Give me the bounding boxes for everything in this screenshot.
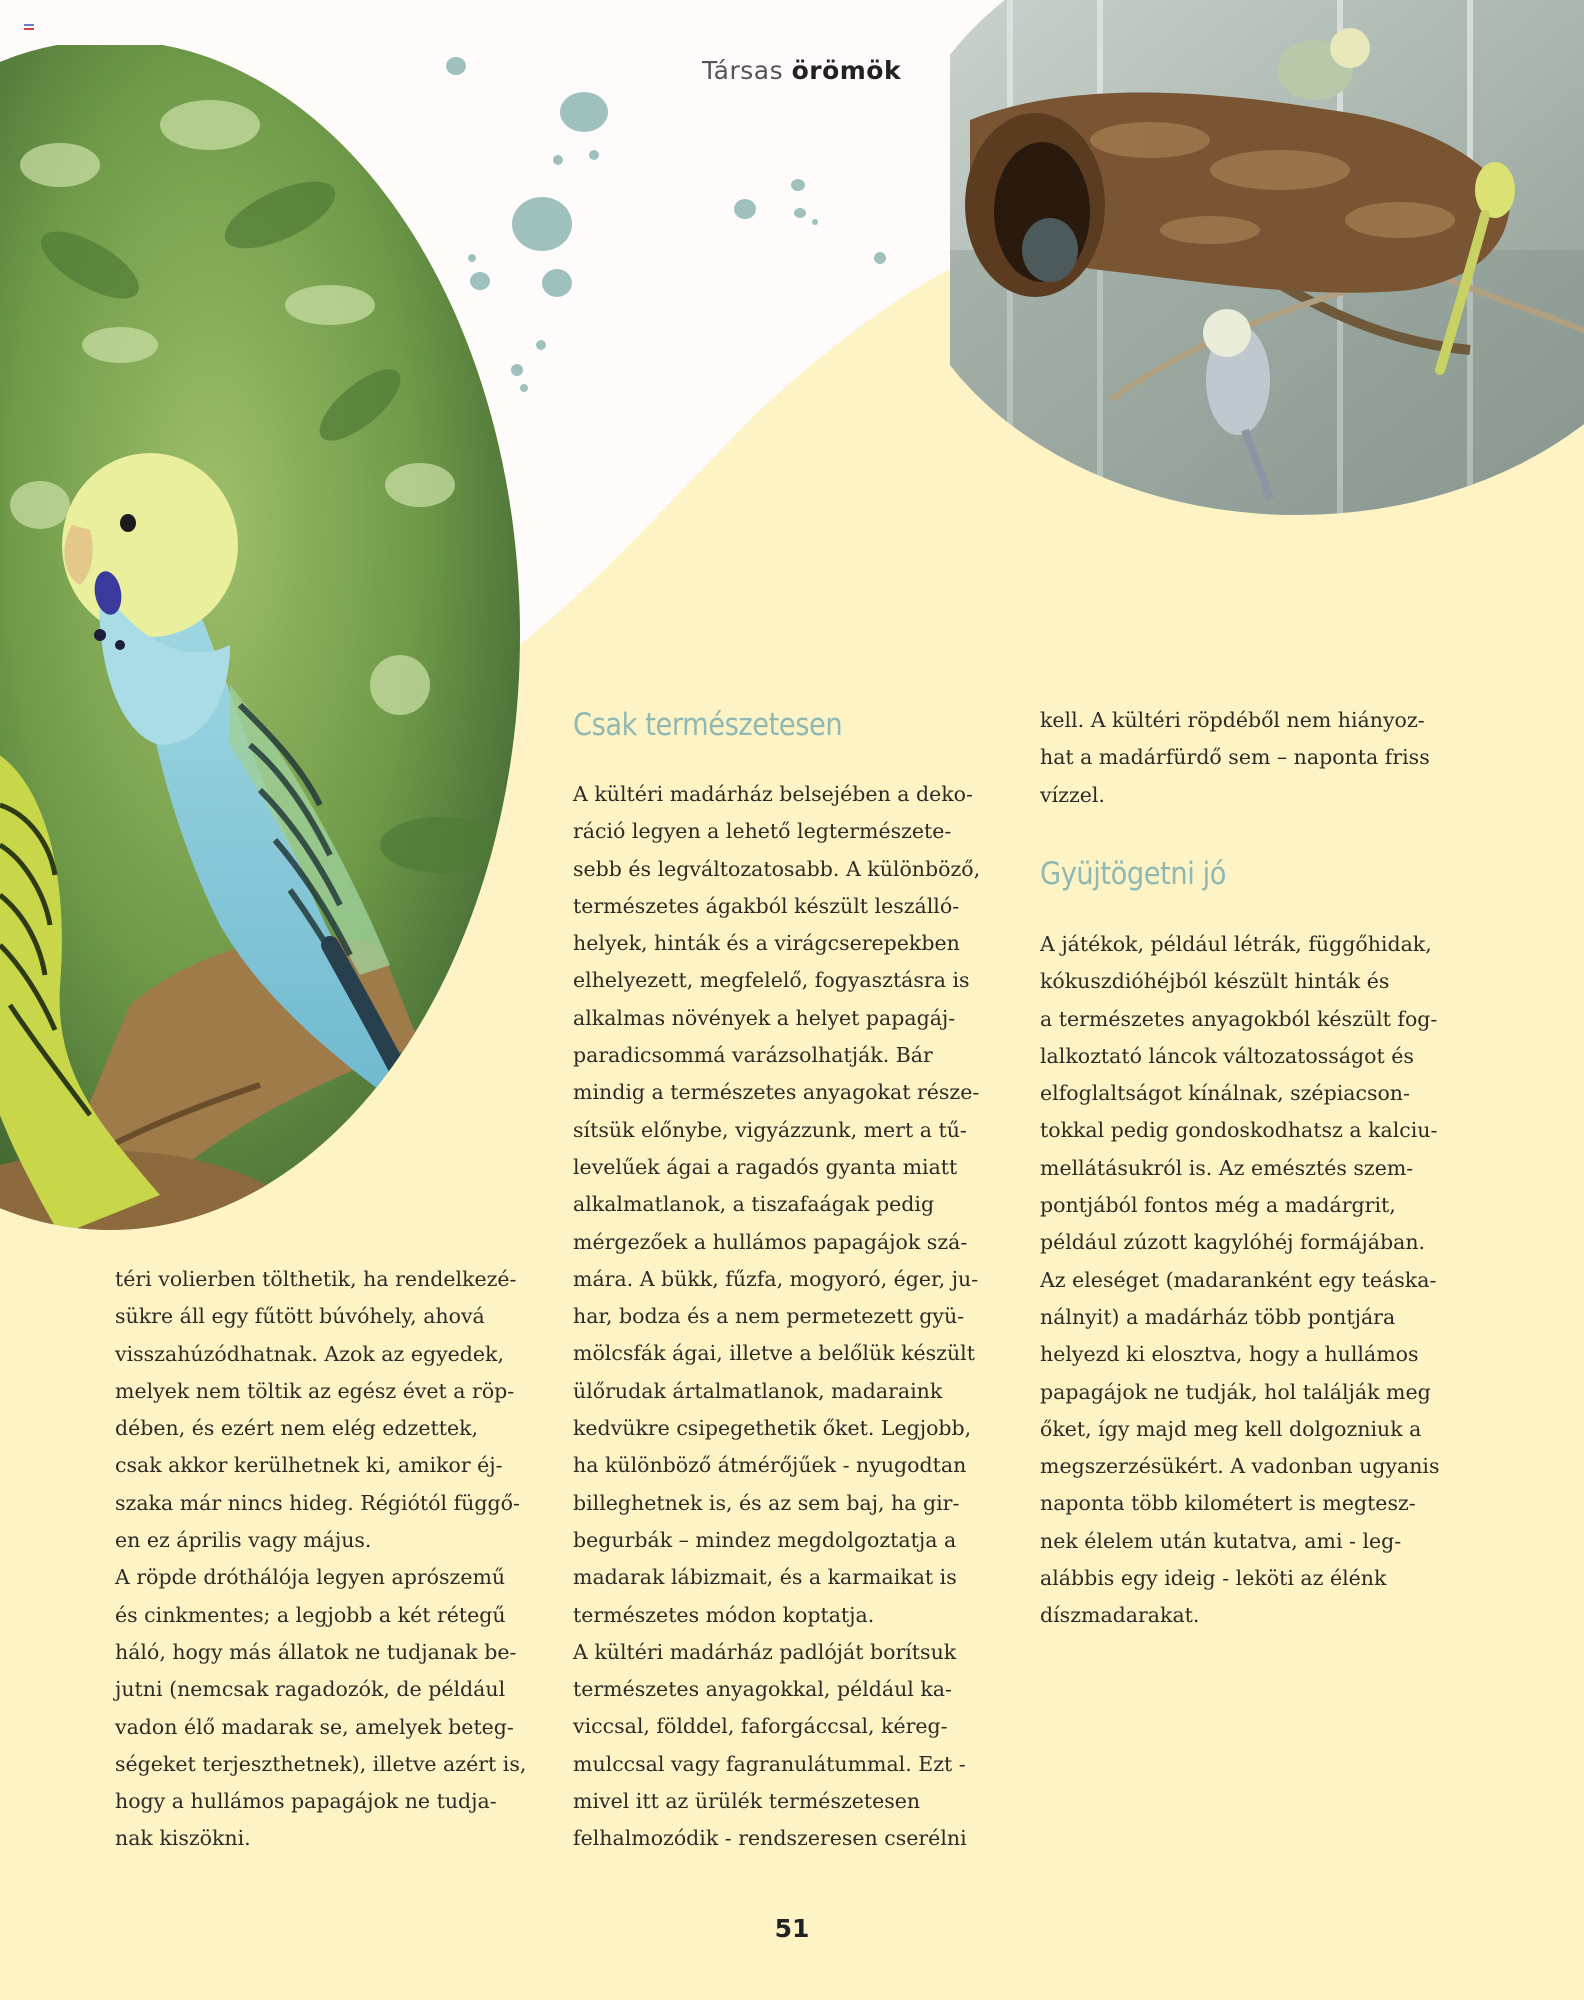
text-line: ülőrudak ártalmatlanok, madaraink — [573, 1378, 943, 1403]
text-line: naponta több kilométert is megtesz- — [1040, 1491, 1416, 1516]
text-line: helyezd ki elosztva, hogy a hullámos — [1040, 1342, 1419, 1367]
budgerigars-on-log-photo — [950, 0, 1584, 520]
text-line: szaka már nincs hideg. Régiótól függő- — [115, 1490, 520, 1515]
text-line: mölcsfák ágai, illetve a belőlük készült — [573, 1341, 975, 1366]
text-line: természetes ágakból készült leszálló- — [573, 893, 960, 918]
text-line: pontjából fontos még a madárgrit, — [1040, 1193, 1396, 1218]
text-line: har, bodza és a nem permetezett gyü- — [573, 1304, 965, 1329]
text-line: mivel itt az ürülék természetesen — [573, 1789, 921, 1814]
text-line: A röpde dróthálója legyen aprószemű — [115, 1565, 506, 1590]
budgerigar-photo — [0, 45, 530, 1245]
text-line: vízzel. — [1040, 782, 1105, 807]
text-line: en ez április vagy május. — [115, 1528, 372, 1553]
text-line: mellátásukról is. Az emésztés szem- — [1040, 1155, 1414, 1180]
header-bold-text: örömök — [791, 56, 902, 85]
text-line: helyek, hinták és a virágcserepekben — [573, 931, 960, 956]
header-light-text: Társas — [702, 56, 784, 85]
text-line: tokkal pedig gondoskodhatsz a kalciu- — [1040, 1118, 1438, 1143]
text-line: mára. A bükk, fűzfa, mogyoró, éger, ju- — [573, 1266, 979, 1291]
text-line: mérgezőek a hullámos papagájok szá- — [573, 1229, 968, 1254]
text-line: madarak lábizmait, és a karmaikat is — [573, 1565, 957, 1590]
text-line: papagájok ne tudják, hol találják meg — [1040, 1379, 1431, 1404]
page-marker-icon — [24, 24, 34, 34]
text-line: alábbis egy ideig - leköti az élénk — [1040, 1566, 1387, 1591]
text-column-left — [115, 1261, 526, 1858]
text-line: hat a madárfürdő sem – naponta friss — [1040, 745, 1430, 770]
text-line: Az eleséget (madaranként egy teáska- — [1040, 1267, 1437, 1292]
text-line: sükre áll egy fűtött búvóhely, ahová — [115, 1304, 485, 1329]
text-line: kell. A kültéri röpdéből nem hiányoz- — [1040, 708, 1425, 732]
text-line: a természetes anyagokból készült fog- — [1040, 1006, 1438, 1031]
text-line: természetes anyagokkal, például ka- — [573, 1677, 952, 1702]
text-line: ha különböző átmérőjűek - nyugodtan — [573, 1453, 967, 1478]
text-line: sítsük előnybe, vigyázzunk, mert a tű- — [573, 1117, 967, 1142]
text-line: elfoglaltságot kínálnak, szépiacson- — [1040, 1081, 1410, 1106]
text-line: jutni (nemcsak ragadozók, de például — [115, 1677, 506, 1702]
text-line: elhelyezett, megfelelő, fogyasztásra is — [573, 968, 970, 993]
text-column-right — [1040, 926, 1440, 1635]
text-line: ségeket terjeszthetnek), illetve azért is, — [115, 1751, 527, 1776]
text-line: megszerzésükért. A vadonban ugyanis — [1040, 1454, 1440, 1479]
text-line: nálnyit) a madárház több pontjára — [1040, 1304, 1396, 1329]
text-line: nek élelem után kutatva, ami - leg- — [1040, 1528, 1402, 1553]
text-line: viccsal, földdel, faforgáccsal, kéreg- — [573, 1714, 948, 1739]
text-line: A játékok, például létrák, függőhidak, — [1040, 932, 1432, 956]
text-line: sebb és legváltozatosabb. A különböző, — [573, 856, 981, 881]
heading-gyujtogetni-jo: Gyüjtögetni jó — [1040, 856, 1226, 892]
text-line: dében, és ezért nem elég edzettek, — [115, 1416, 479, 1441]
text-line: kókuszdióhéjból készült hinták és — [1040, 969, 1390, 994]
text-line: mulccsal vagy fagranulátummal. Ezt - — [573, 1751, 966, 1776]
text-line: nak kiszökni. — [115, 1826, 251, 1851]
text-line: hogy a hullámos papagájok ne tudja- — [115, 1789, 497, 1814]
text-line: mindig a természetes anyagokat része- — [573, 1080, 980, 1105]
text-line: visszahúzódhatnak. Azok az egyedek, — [115, 1341, 504, 1366]
text-line: A kültéri madárház padlóját borítsuk — [573, 1639, 957, 1664]
text-line: melyek nem töltik az egész évet a röp- — [115, 1378, 515, 1403]
text-line: csak akkor kerülhetnek ki, amikor éj- — [115, 1453, 503, 1478]
text-line: felhalmozódik - rendszeresen cserélni — [573, 1826, 967, 1851]
text-line: természetes módon koptatja. — [573, 1602, 875, 1627]
text-line: őket, így majd meg kell dolgozniuk a — [1040, 1416, 1422, 1441]
text-line: vadon élő madarak se, amelyek beteg- — [115, 1714, 514, 1739]
text-line: téri volierben tölthetik, ha rendelkezé- — [115, 1267, 517, 1291]
text-line: paradicsommá varázsolhatják. Bár — [573, 1043, 933, 1068]
text-line: alkalmas növények a helyet papagáj- — [573, 1005, 956, 1030]
text-line: alkalmatlanok, a tiszafaágak pedig — [573, 1192, 935, 1217]
page-number: 51 — [774, 1914, 810, 1943]
text-line: kedvükre csipegethetik őket. Legjobb, — [573, 1416, 972, 1441]
text-line: háló, hogy más állatok ne tudjanak be- — [115, 1639, 517, 1664]
text-line: és cinkmentes; a legjobb a két rétegű — [115, 1602, 506, 1627]
text-line: lalkoztató láncok változatosságot és — [1040, 1043, 1414, 1068]
text-line: díszmadarakat. — [1040, 1603, 1200, 1628]
text-line: billeghetnek is, és az sem baj, ha gir- — [573, 1490, 960, 1515]
text-line: például zúzott kagylóhéj formájában. — [1040, 1230, 1426, 1255]
text-line: A kültéri madárház belsejében a deko- — [573, 782, 973, 806]
text-line: ráció legyen a lehető legtermészete- — [573, 819, 952, 844]
text-column-middle — [573, 776, 980, 1858]
text-line: levelűek ágai a ragadós gyanta miatt — [573, 1154, 958, 1179]
heading-csak-termeszetesen: Csak természetesen — [573, 707, 843, 743]
text-line: begurbák – mindez megdolgoztatja a — [573, 1527, 957, 1552]
section-header — [702, 56, 901, 85]
text-column-right-top — [1040, 702, 1430, 814]
